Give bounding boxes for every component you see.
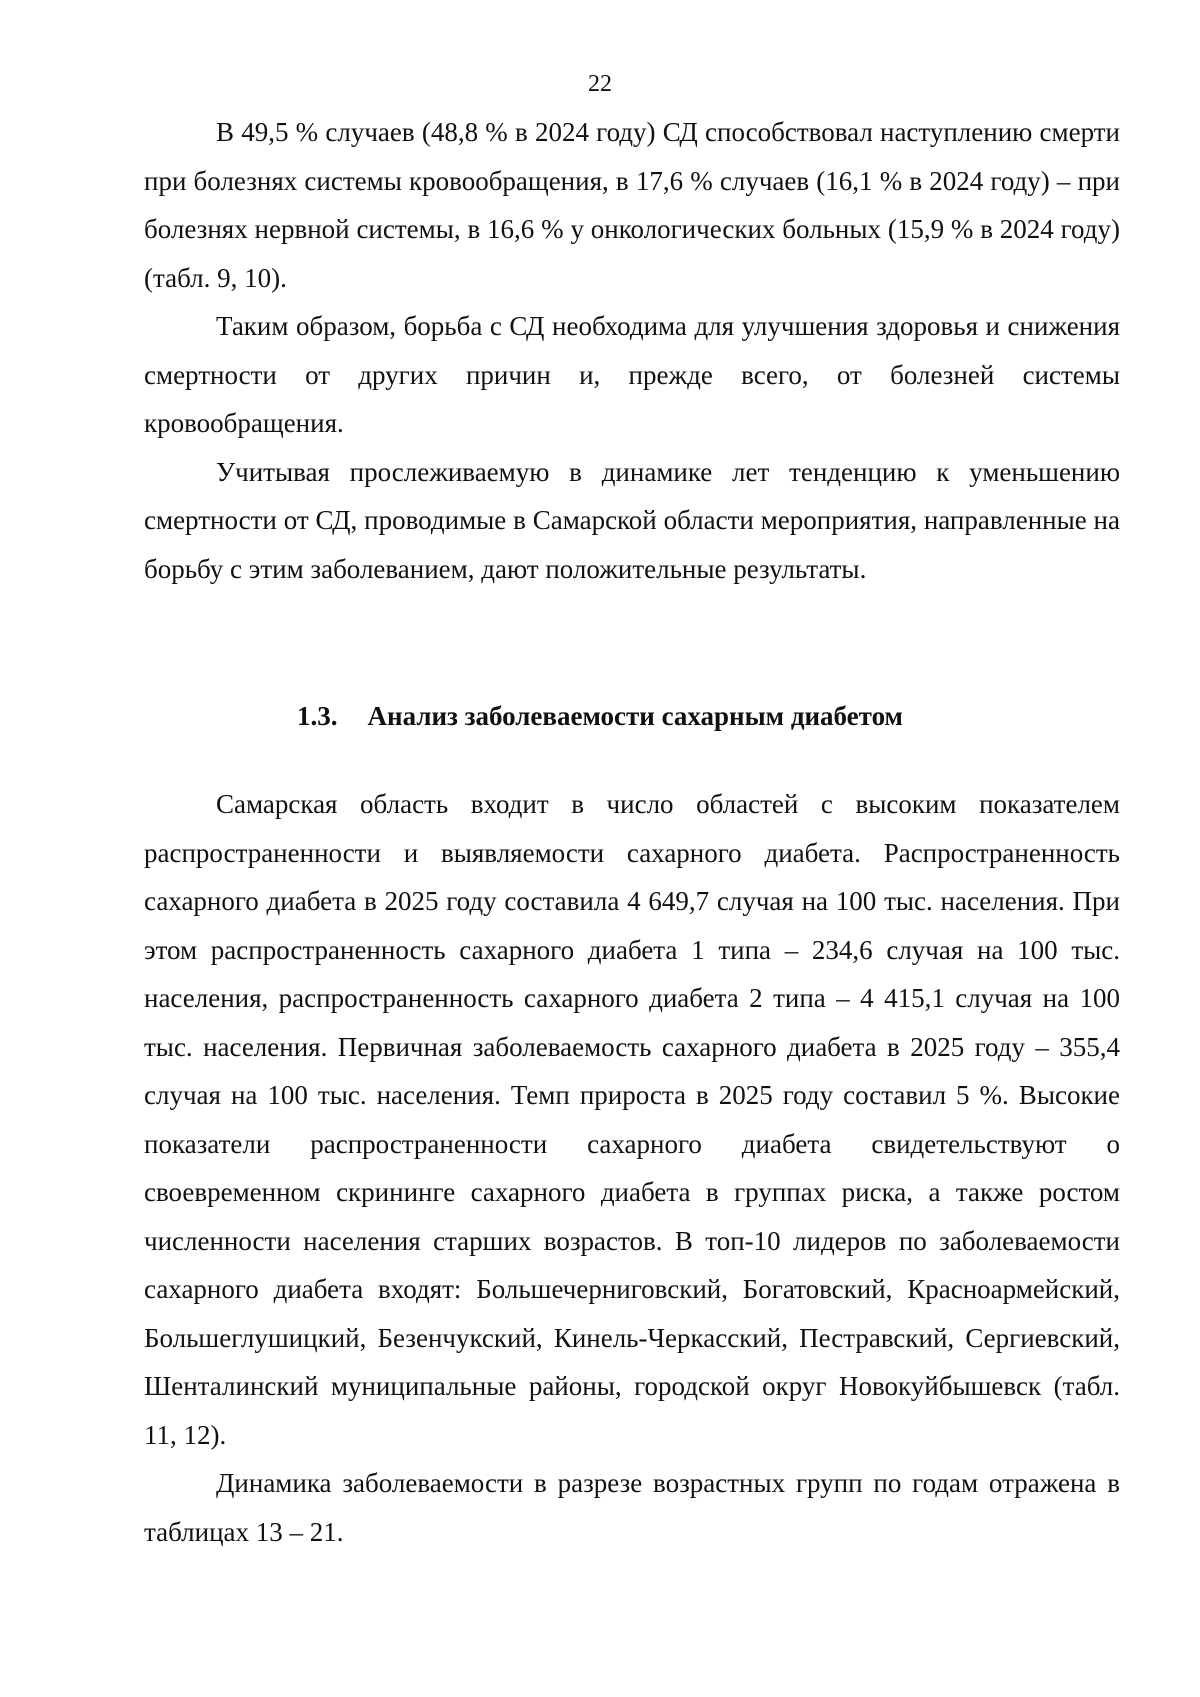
section-title: Анализ заболеваемости сахарным диабетом bbox=[367, 701, 903, 731]
paragraph-dynamics: Динамика заболеваемости в разрезе возрастных групп по годам отражена в таблицах 13 – 21. bbox=[144, 1468, 1120, 1547]
text-block-mortality bbox=[144, 108, 1120, 593]
text-block-incidence bbox=[144, 780, 1120, 1556]
section-number: 1.3. bbox=[297, 701, 338, 731]
section-heading bbox=[0, 698, 1200, 734]
page-number: 22 bbox=[588, 71, 612, 97]
paragraph-prevalence: Самарская область входит в число областей с высоким показателем распространенности и выявляемости сахарного диабета. Распространенность сахарного диабета в 2025 году составила 4 649,7 случая на 100 тыс. населения. При этом распространенность сахарного диабета 1 типа – 234,6 случая на 100 тыс. населения, распространенность сахарного диабета 2 типа – 4 415,1 случая на 100 тыс. населения. Первичная заболеваемость сахарного диабета в 2025 году – 355,4 случая на 100 тыс. населения. Темп прироста в 2025 году составил 5 %. Высокие показатели распространенности сахарного диабета свидетельствуют о своевременном скрининге сахарного диабета в группах риска, а также ростом численности населения старших возрастов. В топ-10 лидеров по заболеваемости сахарного диабета входят: Большечерниговский, Богатовский, Красноармейский, Большеглушицкий, Безенчукский, Кинель-Черкасский, Пестравский, Сергиевский, Шенталинский муниципальные районы, городской округ Новокуйбышевск (табл. 11, 12). bbox=[144, 789, 1120, 1450]
paragraph-conclusion: Таким образом, борьба с СД необходима для улучшения здоровья и снижения смертности от других причин и, прежде всего, от болезней системы кровообращения. bbox=[144, 311, 1120, 438]
paragraph-mortality-causes: В 49,5 % случаев (48,8 % в 2024 году) СД способствовал наступлению смерти при болезнях системы кровообращения, в 17,6 % случаев (16,1 % в 2024 году) – при болезнях нервной системы, в 16,6 % у онкологических больных (15,9 % в 2024 году) (табл. 9, 10). bbox=[144, 117, 1120, 293]
paragraph-trend: Учитывая прослеживаемую в динамике лет тенденцию к уменьшению смертности от СД, проводимые в Самарской области мероприятия, направленные на борьбу с этим заболеванием, дают положительные результаты. bbox=[144, 456, 1120, 584]
